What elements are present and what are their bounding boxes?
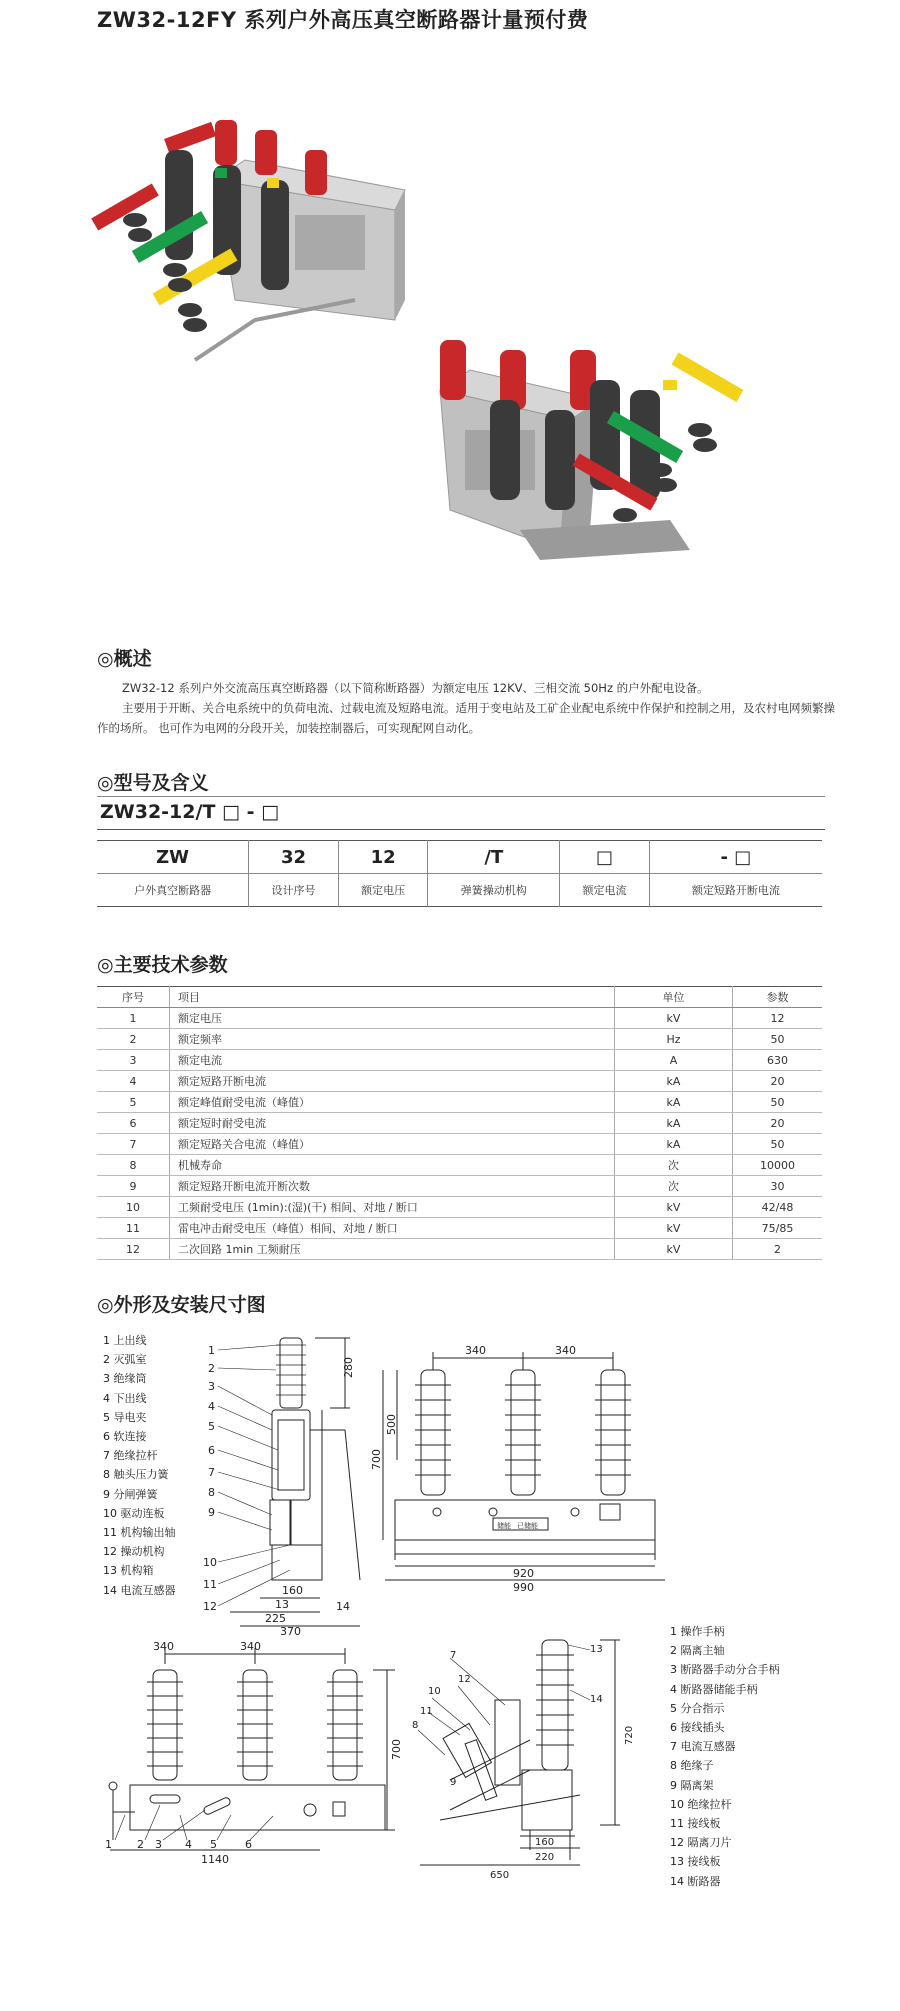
spec-cell: 额定频率 [170,1029,615,1050]
callout: 1 [105,1838,112,1851]
legend-item: 6 接线插头 [670,1721,725,1735]
spec-cell: 额定短路开断电流开断次数 [170,1176,615,1197]
legend-item: 5 分合指示 [670,1701,725,1715]
phase-pole [505,1370,541,1495]
specs-header-row [97,987,822,1008]
iso-side-drawing [410,1630,640,1880]
specs-header-cell: 项目 [170,987,615,1008]
spec-cell: 额定短路关合电流（峰值） [170,1134,615,1155]
callout: 9 [208,1506,215,1519]
overview-para-1: ZW32-12 系列户外交流高压真空断路器（以下简称断路器）为额定电压 12KV、三相交流 50Hz 的户外配电设备。 [122,681,709,695]
spec-cell: kV [615,1239,733,1260]
spec-cell: 30 [733,1176,823,1197]
spec-cell: 10 [97,1197,170,1218]
spec-row [97,1071,822,1092]
spec-cell: 2 [733,1239,823,1260]
specs-table [97,986,822,1260]
spec-cell: 50 [733,1029,823,1050]
callout: 5 [210,1838,217,1851]
product-photo-1 [95,120,415,370]
model-label-cell: 额定短路开断电流 [691,884,780,897]
spec-cell: 630 [733,1050,823,1071]
model-label-cell: 户外真空断路器 [97,874,249,907]
specs-header-cell: 参数 [733,987,823,1008]
spec-cell: 次 [615,1155,733,1176]
overview-heading: ◎概述 [97,648,152,670]
phase-pole [595,1370,631,1495]
legend-item: 5 导电夹 [103,1410,147,1424]
spec-row [97,1218,822,1239]
model-code-cell: □ [560,841,650,874]
legend-item: 14 电流互感器 [103,1583,176,1597]
spec-cell: 1 [97,1008,170,1029]
callout: 12 [203,1600,217,1613]
spec-cell: 50 [733,1134,823,1155]
spec-cell: 额定电流 [170,1050,615,1071]
legend-item: 12 操动机构 [103,1545,165,1559]
legend-item: 3 断路器手动分合手柄 [670,1663,780,1677]
specs-header-cell: 单位 [615,987,733,1008]
product-photo-2 [430,300,770,590]
spec-cell: 3 [97,1050,170,1071]
spec-cell: 50 [733,1092,823,1113]
model-label-cell: 设计序号 [249,874,339,907]
dim-label: 1140 [201,1853,229,1866]
spec-cell: 额定电压 [170,1008,615,1029]
spec-cell: 4 [97,1071,170,1092]
spec-row [97,1008,822,1029]
callout: 8 [208,1486,215,1499]
spec-row [97,1029,822,1050]
callout: 8 [412,1720,419,1731]
model-heading: ◎型号及含义 [97,772,209,794]
model-labels-row [97,874,822,907]
overview-para-2: 主要用于开断、关合电系统中的负荷电流、过载电流及短路电流。适用于变电站及工矿企业配电系统中作保护和控制之用，及农村电网频繁操作的场所。 也可作为电网的分段开关，加装控制器后，可实现配网自动化。 [97,701,835,735]
page-title: ZW32-12FY 系列户外高压真空断路器计量预付费 [97,8,589,32]
spec-cell: 10000 [733,1155,823,1176]
legend-item: 9 分闸弹簧 [103,1487,158,1501]
legend-list-1 [103,1331,176,1600]
legend-item: 11 机构输出轴 [103,1526,176,1540]
legend-item: 2 灭弧室 [103,1353,147,1367]
model-table [97,840,822,907]
dim-label: 340 [465,1344,486,1357]
legend-list-2 [670,1622,780,1891]
spec-row [97,1155,822,1176]
spec-cell: 7 [97,1134,170,1155]
legend-item: 14 断路器 [670,1874,721,1888]
spec-cell: kV [615,1008,733,1029]
spec-cell: kV [615,1197,733,1218]
iso-view-drawing [105,1640,403,1866]
callout: 14 [590,1694,603,1705]
phase-pole [415,1370,451,1495]
dim-label: 13 [275,1598,289,1611]
specs-heading: ◎主要技术参数 [97,954,228,976]
spec-cell: 75/85 [733,1218,823,1239]
dim-label: 160 [535,1837,555,1848]
legend-item: 6 软连接 [103,1430,147,1444]
spec-cell: 20 [733,1113,823,1134]
legend-item: 13 接线板 [670,1855,721,1869]
legend-item: 7 绝缘拉杆 [103,1449,158,1463]
callout: 2 [208,1362,215,1375]
spec-row [97,1176,822,1197]
callout: 10 [428,1686,441,1697]
spec-row [97,1113,822,1134]
callout: 6 [245,1838,252,1851]
model-code: ZW32-12/T □ - □ [97,796,825,830]
dim-label: 225 [265,1612,286,1625]
callout: 13 [590,1644,603,1655]
spec-cell: 6 [97,1113,170,1134]
spec-cell: 20 [733,1071,823,1092]
callout: 7 [208,1466,215,1479]
legend-item: 12 隔离刀片 [670,1836,732,1850]
dim-label: 340 [555,1344,576,1357]
spec-cell: A [615,1050,733,1071]
drawings-heading: ◎外形及安装尺寸图 [97,1294,266,1316]
spec-cell: kA [615,1071,733,1092]
legend-item: 10 驱动连板 [103,1506,165,1520]
legend-item: 8 绝缘子 [670,1759,714,1773]
legend-item: 7 电流互感器 [670,1740,736,1754]
spec-row [97,1197,822,1218]
callout: 4 [185,1838,192,1851]
spec-cell: Hz [615,1029,733,1050]
callout: 4 [208,1400,215,1413]
callout: 2 [137,1838,144,1851]
callout: 12 [458,1674,471,1685]
spec-cell: 42/48 [733,1197,823,1218]
model-code-cell: 12 [338,841,428,874]
dim-label: 650 [490,1870,510,1881]
spec-cell: kA [615,1134,733,1155]
spec-cell: 12 [97,1239,170,1260]
spec-row [97,1050,822,1071]
model-label-cell: 弹簧操动机构 [428,874,560,907]
model-code-cell: - □ [649,841,822,874]
spec-cell: 11 [97,1218,170,1239]
legend-item: 13 机构箱 [103,1564,154,1578]
overview-text [97,678,837,738]
dim-label: 370 [280,1625,301,1638]
spec-cell: 额定峰值耐受电流（峰值） [170,1092,615,1113]
dim-label: 340 [240,1640,261,1653]
dim-label: 700 [390,1739,403,1760]
model-label-cell: 额定电流 [560,874,650,907]
legend-item: 4 断路器储能手柄 [670,1682,758,1696]
model-codes-row [97,841,822,874]
model-code-cell: ZW [97,841,249,874]
legend-item: 9 隔离架 [670,1778,714,1792]
legend-item: 3 绝缘筒 [103,1372,147,1386]
spec-cell: kV [615,1218,733,1239]
panel-label: 已储能 [517,1522,538,1530]
dim-label: 720 [624,1725,635,1745]
dim-label: 160 [282,1584,303,1597]
spec-cell: kA [615,1113,733,1134]
spec-row [97,1134,822,1155]
spec-cell: 2 [97,1029,170,1050]
dim-label: 990 [513,1581,534,1594]
model-code-cell: 32 [249,841,339,874]
legend-item: 10 绝缘拉杆 [670,1797,732,1811]
spec-cell: 工频耐受电压 (1min):(湿)(干) 相间、对地 / 断口 [170,1197,615,1218]
callout: 9 [450,1777,457,1788]
front-view-drawing [370,1340,685,1610]
dim-label: 500 [385,1414,398,1435]
callout: 6 [208,1444,215,1457]
dim-label: 340 [153,1640,174,1653]
spec-cell: 5 [97,1092,170,1113]
spec-cell: 8 [97,1155,170,1176]
model-code-cell: /T [428,841,560,874]
dim-label: 920 [513,1567,534,1580]
dim-label: 220 [535,1852,555,1863]
spec-cell: 次 [615,1176,733,1197]
spec-cell: 额定短时耐受电流 [170,1113,615,1134]
legend-item: 1 上出线 [103,1334,147,1347]
legend-item: 1 操作手柄 [670,1625,725,1638]
callout: 11 [203,1578,217,1591]
spec-row [97,1239,822,1260]
specs-header-cell: 序号 [97,987,170,1008]
spec-cell: kA [615,1092,733,1113]
callout: 1 [208,1344,215,1357]
side-view-drawing [200,1330,370,1638]
legend-item: 4 下出线 [103,1391,147,1405]
callout: 5 [208,1420,215,1433]
dim-label: 700 [370,1449,383,1470]
spec-cell: 额定短路开断电流 [170,1071,615,1092]
callout: 7 [450,1650,457,1661]
callout: 3 [155,1838,162,1851]
spec-cell: 9 [97,1176,170,1197]
panel-label: 储能 [497,1522,511,1530]
dim-label: 280 [342,1357,355,1378]
callout: 11 [420,1706,433,1717]
spec-row [97,1092,822,1113]
legend-item: 8 触头压力簧 [103,1468,169,1482]
dim-label: 14 [336,1600,350,1613]
spec-cell: 12 [733,1008,823,1029]
spec-cell: 机械寿命 [170,1155,615,1176]
model-label-cell: 额定电压 [338,874,428,907]
spec-cell: 二次回路 1min 工频耐压 [170,1239,615,1260]
callout: 3 [208,1380,215,1393]
legend-item: 11 接线板 [670,1817,721,1831]
callout: 10 [203,1556,217,1569]
legend-item: 2 隔离主轴 [670,1644,725,1658]
spec-cell: 雷电冲击耐受电压（峰值）相间、对地 / 断口 [170,1218,615,1239]
